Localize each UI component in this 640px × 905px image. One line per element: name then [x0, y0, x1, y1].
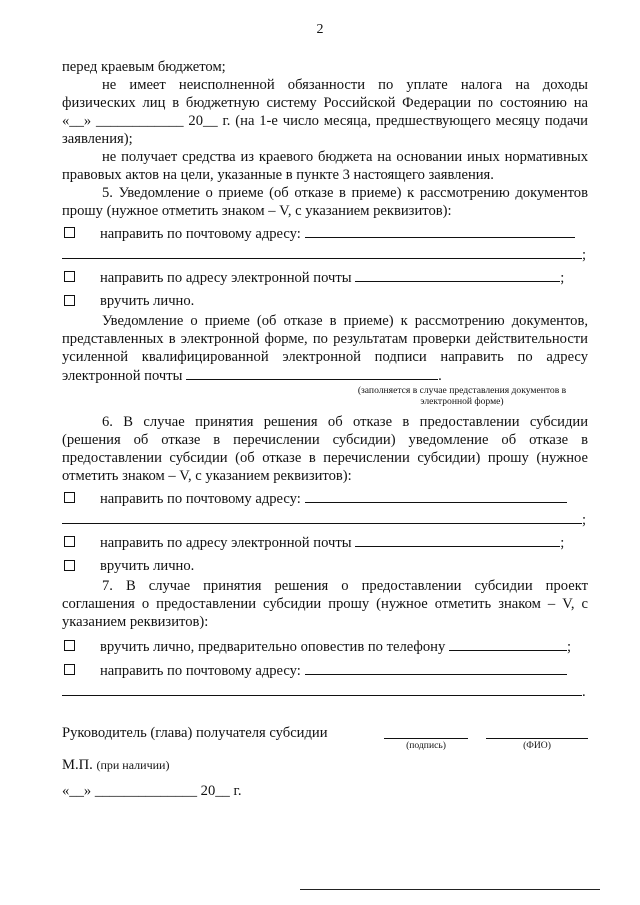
checkbox[interactable] — [64, 560, 75, 571]
section7-intro: 7. В случае принятия решения о предоставлении субсидии проект соглашения о предоставлении субсидии прошу (нужное отметить знаком – V, с указанием реквизитов): — [62, 578, 588, 630]
s7-option-phone: вручить лично, предварительно оповестив по телефону ; — [62, 637, 588, 657]
s6-option-email: направить по адресу электронной почты ; — [62, 533, 588, 553]
checkbox[interactable] — [64, 536, 75, 547]
checkbox[interactable] — [64, 640, 75, 651]
blank-line — [62, 509, 582, 524]
fio-caption: (ФИО) — [523, 740, 551, 751]
blank-line — [305, 661, 567, 675]
checkbox[interactable] — [64, 271, 75, 282]
blank-line — [186, 366, 438, 380]
paragraph-tax: не имеет неисполненной обязанности по уплате налога на доходы физических лиц в бюджетную систему Российской Федерации по состоянию на «__» ____________ 20__ г. (на 1-е число месяца, предшествующего месяцу подачи заявления); — [62, 77, 588, 147]
section5-electronic: Уведомление о приеме (об отказе в приеме) к рассмотрению документов, представленных в электронной форме, по результатам проверки действительности усиленной квалифицированной электронной подписи направить по адресу электронной почты . — [62, 313, 588, 384]
fio-line — [486, 738, 588, 739]
blank-line — [355, 268, 560, 282]
page-number: 2 — [316, 22, 324, 37]
option-label: направить по почтовому адресу: — [100, 491, 301, 507]
s5-option-personal — [62, 292, 588, 312]
option-label: направить по почтовому адресу: — [100, 226, 301, 242]
option-label: вручить лично. — [100, 558, 195, 574]
option-label: направить по адресу электронной почты — [100, 270, 352, 286]
blank-line — [305, 224, 575, 238]
stamp-label: М.П. (при наличии) — [62, 757, 170, 773]
checkbox[interactable] — [64, 227, 75, 238]
option-label: направить по почтовому адресу: — [100, 663, 301, 679]
checkbox[interactable] — [64, 492, 75, 503]
section6-intro: 6. В случае принятия решения об отказе в предоставлении субсидии (решения об отказе в перечислении субсидии) уведомление об отказе в предоставлении субсидии (об отказе в перечислении субсидии) прошу (нужное отметить знаком – V, с указанием реквизитов): — [62, 414, 588, 484]
option-label: вручить лично, предварительно оповестив по телефону — [100, 639, 446, 655]
section5-intro: 5. Уведомление о приеме (об отказе в приеме) к рассмотрению документов прошу (нужное отметить знаком – V, с указанием реквизитов): — [62, 185, 588, 219]
paragraph-lead: перед краевым бюджетом; — [62, 59, 226, 75]
signature-line — [384, 738, 468, 739]
signature-caption: (подпись) — [406, 740, 446, 751]
option-label: направить по адресу электронной почты — [100, 535, 352, 551]
section5-note: (заполняется в случае представления документов в электронной форме) — [357, 385, 567, 407]
checkbox[interactable] — [64, 664, 75, 675]
s6-option-post — [62, 489, 588, 509]
blank-line — [355, 533, 560, 547]
checkbox[interactable] — [64, 295, 75, 306]
blank-line — [62, 681, 582, 696]
blank-line — [449, 637, 567, 651]
s7-option-post — [62, 661, 588, 681]
signer-label: Руководитель (глава) получателя субсидии — [62, 725, 328, 741]
s5-option-email: направить по адресу электронной почты ; — [62, 268, 588, 288]
blank-line — [305, 489, 567, 503]
date-line: «__» ______________ 20__ г. — [62, 783, 242, 799]
option-label: вручить лично. — [100, 293, 195, 309]
paragraph-funds: не получает средства из краевого бюджета на основании иных нормативных правовых актов на цели, указанные в пункте 3 настоящего заявления. — [62, 149, 588, 183]
blank-line — [62, 244, 582, 259]
page-bottom-rule — [300, 889, 600, 890]
s5-option-post — [62, 224, 588, 244]
document-body: перед краевым бюджетом; не имеет неисполненной обязанности по уплате налога на доходы физических лиц в бюджетную систему Российской Федерации по состоянию на «__» ____________ 20__ г. (на 1-е число месяца, предшествующего месяцу подачи заявления); не получает средства из краевого бюджета на основании иных нормативных правовых актов на цели, указанные в пункте 3 настоящего заявления. 5. Уведомление о приеме (об отказе в приеме) к рассмотрению документов прошу (нужное отметить знаком – V, с указанием реквизитов): направить по почтовому адресу: ; направить по адресу электронной почты ; вручить лично. Уведомление о приеме (об отказе в приеме) к рассмотрению документов, представленных в электронной форме, по результатам проверки действительности усиленной квалифицированной электронной подписи направить по адресу электронной почты . (заполняется в случае представления документов в электронной форме) 6. В случае принятия решения об отказе в предоставлении субсидии (решения об отказе в перечислении субсидии) уведомление об отказе в предоставлении субсидии (об отказе в перечислении субсидии) прошу (нужное отметить знаком – V, с указанием реквизитов): направить по почтовому адресу: ; направить по адресу электронной почты ; вручить лично. 7. В случае принятия решения о предоставлении субсидии проект соглашения о предоставлении субсидии прошу (нужное отметить знаком – V, с указанием реквизитов): вручить лично, предварительно оповестив по телефону ; направить по почтовому адресу: . — [62, 59, 588, 700]
s6-option-personal — [62, 557, 588, 577]
